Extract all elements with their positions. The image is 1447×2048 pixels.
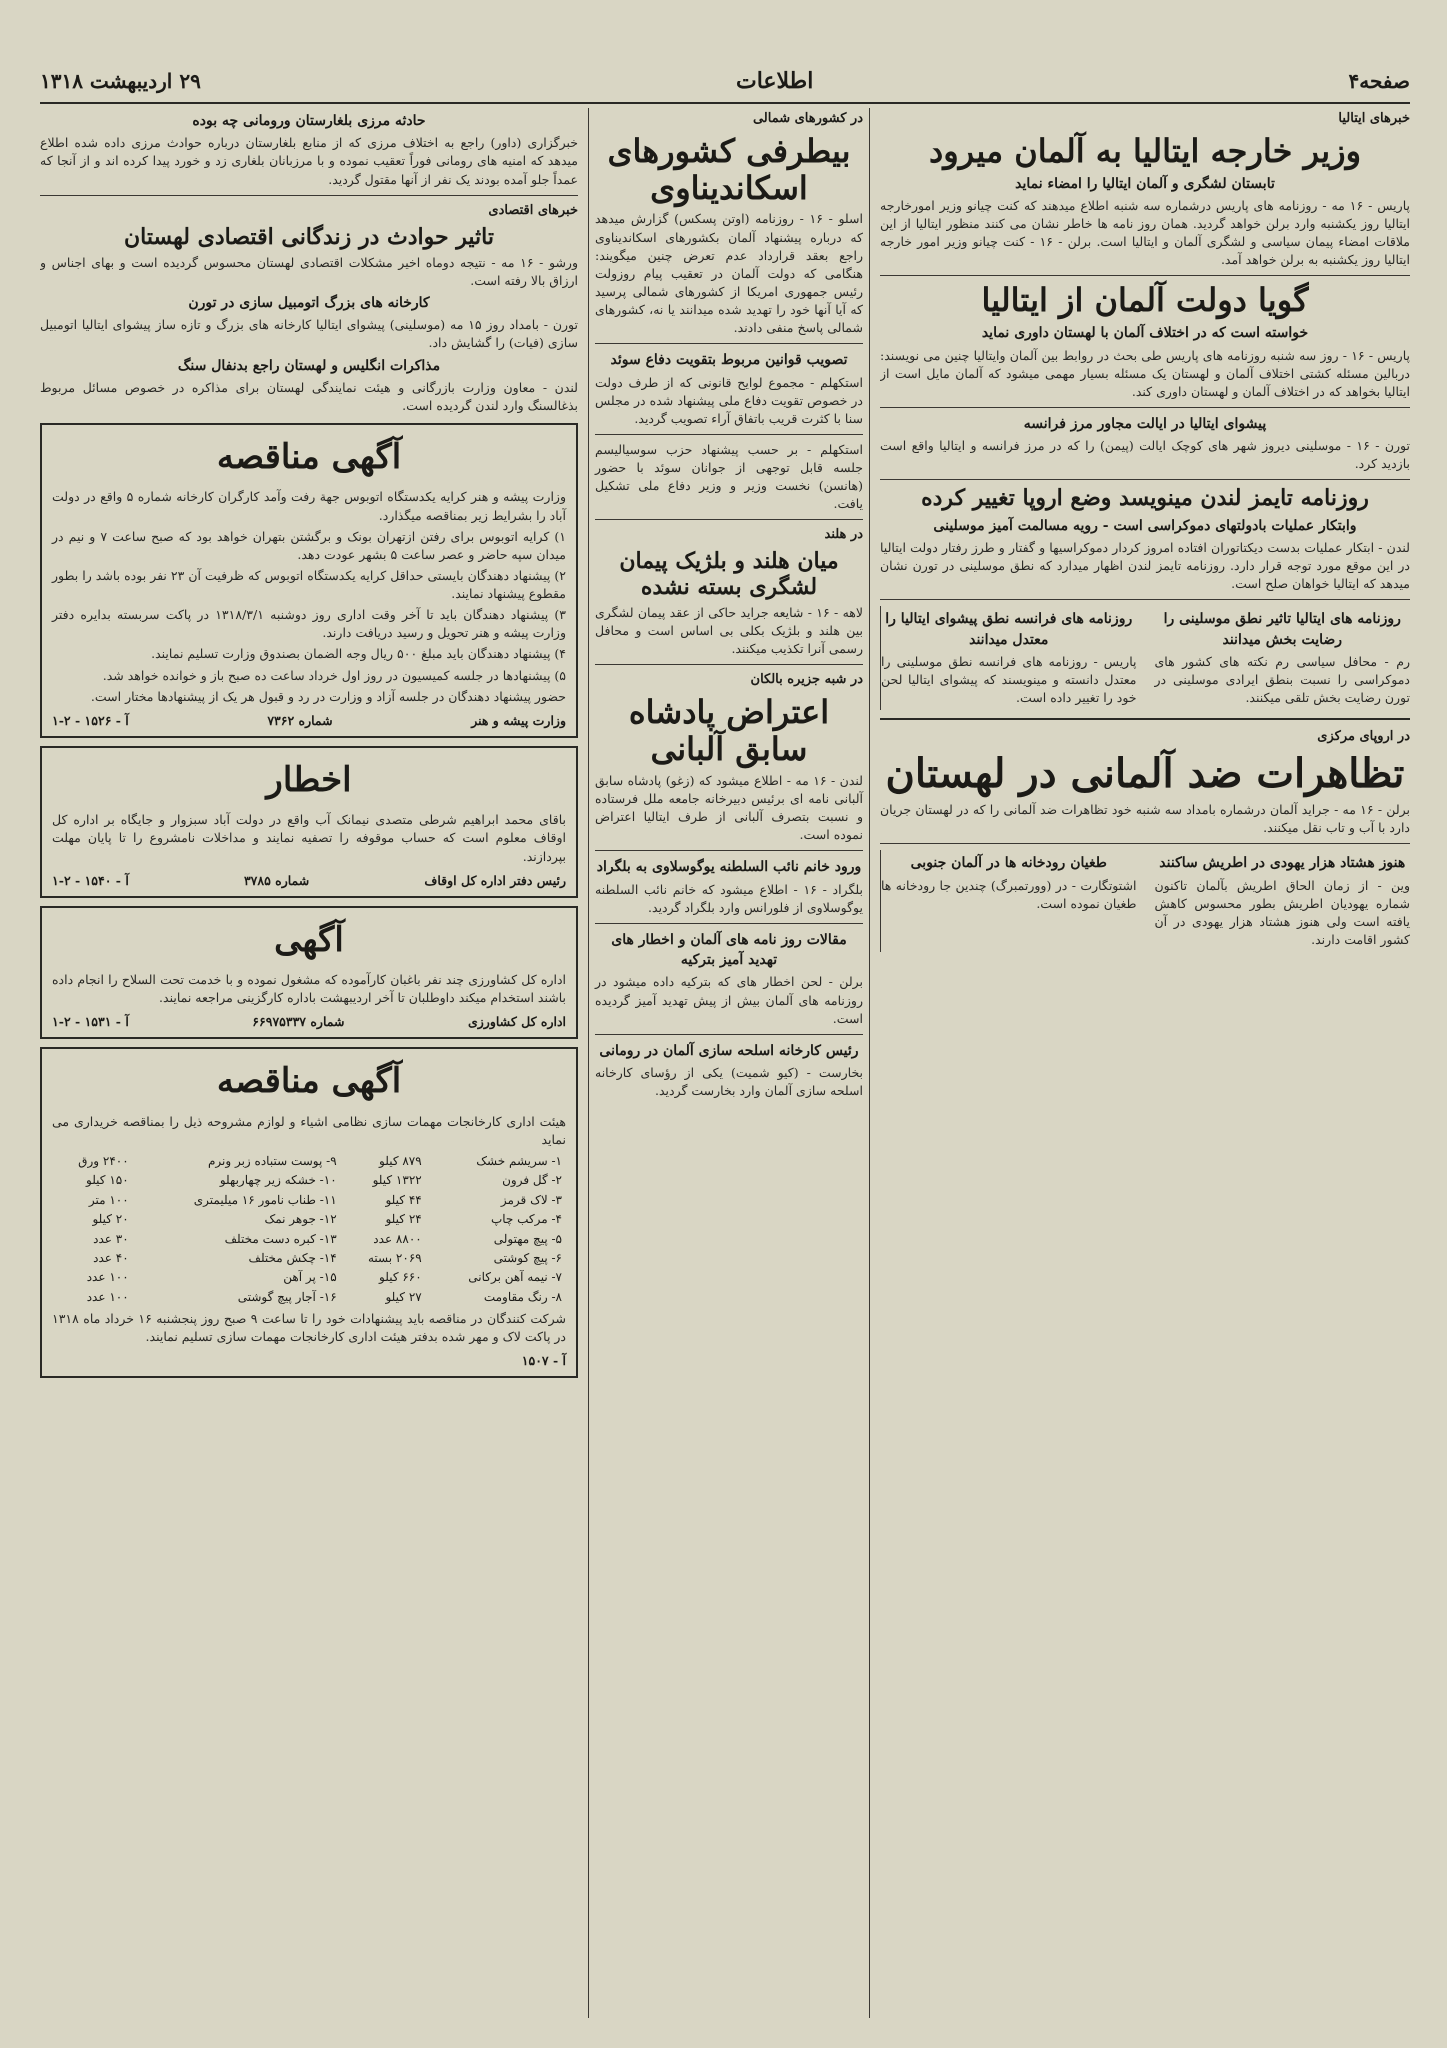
- table-cell: ۱۰۰ متر: [88, 1192, 129, 1207]
- ad-item: ۳) پیشنهاد دهندگان باید تا آخر وقت اداری روز دوشنبه ۱۳۱۸/۳/۱ در پاکت سربسته بدایره دفتر وزارت پیشه و هنر تحویل و رسید دریافت دارند.: [52, 607, 566, 641]
- article-title: روزنامه های ایتالیا تاثیر نطق موسلینی را رضایت بخش میدانند: [1163, 611, 1401, 648]
- headline: گویا دولت آلمان از ایتالیا: [981, 281, 1309, 320]
- table-cell: ۲۰۶۹ بسته: [368, 1250, 422, 1265]
- article-body: ورشو - ۱۶ مه - نتیجه دوماه اخیر مشکلات اقتصادی لهستان محسوس گردیده است و بهای اجناس و ارزاق بالا رفته است.: [40, 254, 578, 288]
- table-cell: ۴۴ کیلو: [385, 1192, 422, 1207]
- ad-intro: وزارت پیشه و هنر کرایه یکدستگاه اتوبوس جهة رفت وآمد کارگران کارخانه شماره ۵ واقع در دولت آباد را بشرایط زیر بمناقصه میگذارد.: [52, 489, 566, 523]
- table-cell: ۱۵- پر آهن: [283, 1270, 337, 1285]
- headline: بیطرفی کشورهای اسکاندیناوی: [607, 131, 851, 207]
- ad-number: شماره ۷۳۶۲: [267, 712, 333, 728]
- table-row: [52, 1288, 566, 1307]
- ad-signature: وزارت پیشه و هنر: [471, 712, 566, 728]
- ad-item: ۱) کرایه اتوبوس برای رفتن ازتهران بونک و برگشتن بتهران خواهد بود که صبح ساعت ۷ و نیم در میدان سپه حاضر و عصر ساعت ۵ بشهر عودت دهد.: [52, 528, 567, 562]
- ad-code: آ - ۱۵۴۰ - ۲-۱: [52, 872, 129, 888]
- ad-body: شرکت کنندگان در مناقصه باید پیشنهادات خود را تا ساعت ۹ صبح روز پنجشنبه ۱۶ خرداد ماه ۱۳۱۸ در پاکت لاک و مهر شده بدفتر هیئت اداری کارخانجات مهمات سازی تسلیم نمایند.: [52, 1311, 566, 1345]
- headline: روزنامه تایمز لندن مینویسد وضع اروپا تغییر کرده: [921, 485, 1369, 512]
- table-cell: ۸۷۹ کیلو: [379, 1153, 422, 1168]
- table-cell: ۱۲- جوهر نمک: [264, 1212, 337, 1227]
- table-cell: ۲۷ کیلو: [385, 1289, 422, 1304]
- article-body: رم - محافل سیاسی رم نکته های کشور های دموکراسی را نسبت بنطق ایرادی موسلینی در تورن رضایت بخش تلقی میکنند.: [1154, 654, 1410, 706]
- table-cell: ۹- پوست ستباده زبر ونرم: [207, 1153, 337, 1168]
- article-title: هنوز هشتاد هزار یهودی در اطریش ساکنند: [1159, 855, 1406, 872]
- article-title: رئیس کارخانه اسلحه سازی آلمان در رومانی: [599, 1042, 859, 1059]
- article-body: لندن - ۱۶ مه - اطلاع میشود که (زغو) پادشاه سابق آلبانی نامه ای برئیس دبیرخانه جامعه ملل فرستاده و نسبت بتصرف آلبانی از طرف ایتالیا اعتراض نموده است.: [595, 772, 863, 843]
- section-label: در هلند: [824, 527, 863, 543]
- table-cell: ۱۶- آجار پیچ گوشتی: [237, 1289, 337, 1304]
- divider: [595, 923, 863, 924]
- divider: [880, 275, 1410, 276]
- article-body: اشتوتگارت - در (وورتمبرگ) چندین جا رودخانه ها طغیان نموده است.: [881, 877, 1137, 911]
- table-cell: ۱۳۲۲ کیلو: [372, 1173, 422, 1188]
- section-label: در کشورهای شمالی: [752, 111, 863, 126]
- table-cell: ۲۴ کیلو: [385, 1212, 422, 1227]
- procurement-ad: [40, 1047, 578, 1378]
- article-body: لاهه - ۱۶ - شایعه جراید حاکی از عقد پیمان لشگری بین هلند و بلژیک بکلی بی اساس است و محافل رسمی آنرا تکذیب میکنند.: [595, 604, 863, 657]
- masthead: [40, 60, 1410, 104]
- article-body: بلگراد - ۱۶ - اطلاع میشود که خانم نائب السلطنه یوگوسلاوی از فلورانس وارد بلگراد گردید.: [595, 881, 863, 915]
- table-cell: ۲- گل فرون: [502, 1173, 562, 1188]
- ad-heading: اخطار: [266, 759, 352, 800]
- ad-footer: [52, 712, 566, 730]
- article-title: ورود خانم نائب السلطنه یوگوسلاوی به بلگراد: [596, 859, 862, 876]
- ad-heading: آگهی مناقصه: [216, 437, 402, 478]
- table-cell: ۳- لاک قرمز: [500, 1192, 562, 1207]
- table-cell: ۴۰ عدد: [93, 1250, 129, 1265]
- article-title: مقالات روز نامه های آلمان و اخطار های تهدید آمیز بترکیه: [611, 931, 847, 969]
- subheadline: تابستان لشگری و آلمان ایتالیا را امضاء نماید: [1015, 175, 1275, 192]
- ad-code: آ - ۱۵۲۶ - ۲-۱: [52, 712, 129, 728]
- table-cell: ۳۰ عدد: [93, 1231, 129, 1246]
- headline: تاثیر حوادث در زندگانی اقتصادی لهستان: [124, 223, 494, 250]
- issue-date: ۲۹ اردیبهشت ۱۳۱۸: [40, 69, 201, 93]
- ad-heading: آگهی مناقصه: [216, 1061, 402, 1102]
- table-cell: ۱- سریشم خشک: [476, 1153, 562, 1168]
- article-body: برلن - لحن اخطار های که بترکیه داده میشود در روزنامه های آلمان بیش از پیش تهدید آمیز گردیده است.: [595, 974, 863, 1026]
- items-table: [52, 1152, 566, 1307]
- ad-intro: هیئت اداری کارخانجات مهمات سازی نظامی اشیاء و لوازم مشروحه ذیل را بمناقصه خریداری می نماید: [52, 1113, 566, 1147]
- subheadline: خواسته است که در اختلاف آلمان با لهستان داوری نماید: [981, 325, 1309, 342]
- table-cell: ۸- رنگ مقاومت: [483, 1289, 562, 1304]
- notice-ad: [40, 906, 578, 1040]
- table-cell: ۱۱- طناب نامور ۱۶ میلیمتری: [193, 1192, 337, 1207]
- table-row: [52, 1171, 566, 1190]
- table-cell: ۴- مرکب چاپ: [490, 1212, 562, 1227]
- table-cell: ۱۰۰ عدد: [86, 1289, 129, 1304]
- ad-heading: آگهی: [274, 919, 344, 960]
- two-column-block: [880, 850, 1410, 952]
- section-label: در اروپای مرکزی: [1317, 729, 1410, 745]
- table-cell: ۱۰- خشکه زیر چهاربهلو: [219, 1173, 337, 1188]
- subheadline: وابتکار عملیات بادولتهای دموکراسی است - رویه مسالمت آمیز موسلینی: [933, 517, 1357, 534]
- article-body: بخارست - (کیو شمیت) یکی از رؤسای کارخانه اسلحه سازی آلمان وارد بخارست گردید.: [595, 1065, 863, 1099]
- warning-ad: [40, 746, 578, 898]
- table-cell: ۶- پیچ کوشتی: [493, 1250, 562, 1265]
- article-body: پاریس - ۱۶ - روز سه شنبه روزنامه های پاریس طی بحث در روابط بین آلمان وایتالیا چنین می نویسند: دربالین مسئله کشتی اختلاف آلمان و لهستان یک مسئله بسیار مهمی میشود که آلمان مایل است از ایتالیا بخواهد که در اختلاف آلمان و لهستان داوری کند.: [880, 347, 1410, 399]
- table-cell: ۱۴- چکش مختلف: [248, 1250, 337, 1265]
- left-column: [40, 108, 578, 2018]
- article-title: حادثه مرزی بلغارستان ورومانی چه بوده: [192, 113, 426, 129]
- table-cell: ۷- نیمه آهن برکانی: [468, 1270, 562, 1285]
- section-label: خبرهای اقتصادی: [488, 202, 578, 218]
- article-body: لندن - معاون وزارت بازرگانی و هیئت نمایندگی لهستان برای مذاکره در خصوص مسائل مربوط بذغالسنگ وارد لندن گردیده است.: [40, 379, 578, 414]
- table-row: [52, 1230, 566, 1249]
- article-body: پاریس - ۱۶ مه - روزنامه های پاریس درشماره سه شنبه اطلاع میدهند که کنت چیانو وزیر امورخارجه ایتالیا روز یکشنبه وارد برلن خواهد گردید. همان روز نامه ها خاطر نشان می کنند منظور ایتالیا از این ملاقات امضاء پیمان سیاسی و لشگری آلمان و ایتالیا است. برلن - ۱۶ - کنت چیانو وزیر امور خارجه ایتالیا روز یکشنبه به برلن خواهد آمد.: [880, 197, 1410, 268]
- table-row: [52, 1268, 566, 1287]
- article-title: مذاکرات انگلیس و لهستان راجع بدنفال سنگ: [177, 357, 441, 374]
- divider: [595, 343, 863, 344]
- article-body: لندن - ابتکار عملیات بدست دیکتاتوران افتاده امروز کردار دموکراسیها و گفتار و طرز رفتار دولت ایتالیا در این موقع مورد توجه قرار دارد. روزنامه تایمز لندن اظهار میدارد که نطق موسلینی در تورن نشان میدهد که ایتالیا خواهان صلح است.: [880, 540, 1410, 592]
- ad-code: آ - ۱۵۳۱ - ۲-۱: [52, 1014, 129, 1030]
- ad-body: اداره کل کشاورزی چند نفر باغبان کارآموده که مشغول نموده و با خدمت تحت السلاح را انجام داده باشند استخدام میکند داوطلبان تا آخر اردیبهشت باداره کارگزینی مراجعه نمایند.: [52, 972, 566, 1006]
- ad-footer: [52, 1352, 566, 1370]
- page-label: صفحه۴: [1348, 69, 1410, 93]
- article-body: خبرگزاری (داور) راجع به اختلاف مرزی که از منابع بلغارستان درباره حوادث مرزی داده شده اطلاع میدهد که امنیه های رومانی فوراً تعقیب نموده و با مرزبانان بلغاری زد و خورد پیدا کرده اند و از آنجا که عمداً جلو آمده بودند یک نفر از آنها مقتول گردید.: [40, 135, 578, 187]
- article-body: استکهلم - بر حسب پیشنهاد حزب سوسیالیسم جلسه قابل توجهی از جوانان سوئد با حضور (هانسن) نخست وزیر و وزیر دفاع ملی تشکیل یافت.: [595, 441, 863, 512]
- divider: [595, 1034, 863, 1035]
- article-title: پیشوای ایتالیا در ایالت مجاور مرز فرانسه: [1023, 415, 1267, 432]
- ad-number: شماره ۳۷۸۵: [243, 872, 310, 888]
- divider: [595, 850, 863, 851]
- table-row: [52, 1249, 566, 1268]
- middle-column: [588, 108, 870, 2018]
- table-cell: ۲۴۰۰ ورق: [78, 1153, 129, 1168]
- headline: میان هلند و بلژیک پیمان لشگری بسته نشده: [619, 548, 839, 600]
- article-body: استکهلم - مجموع لوایح قانونی که از طرف دولت در خصوص تقویت دفاع ملی پیشنهاد شده در مجلس سنا با کثرت قریب باتفاق آراء تصویب گردید.: [595, 374, 863, 426]
- ad-item: ۴) پیشنهاد دهندگان باید مبلغ ۵۰۰ ریال وجه الضمان بصندوق وزارت تسلیم نمایند.: [151, 646, 566, 662]
- table-cell: ۱۵۰ کیلو: [86, 1173, 129, 1188]
- table-row: [52, 1210, 566, 1229]
- ad-item: ۵) پیشنهادها در جلسه کمیسیون در روز اول خرداد ساعت ده صبح باز و خوانده خواهد شد.: [102, 667, 566, 683]
- article-title: طغیان رودخانه ها در آلمان جنوبی: [910, 855, 1107, 872]
- divider: [595, 664, 863, 665]
- article-body: برلن - ۱۶ مه - جراید آلمان درشماره بامداد سه شنبه خود تظاهرات ضد آلمانی را که در لهستان جریان دارد با آب و تاب نقل میکنند.: [880, 802, 1410, 836]
- table-cell: ۵- پیچ مهتولی: [493, 1231, 562, 1246]
- divider: [40, 195, 578, 196]
- article-body: تورن - ۱۶ - موسلینی دیروز شهر های کوچک ایالت (پیمن) را که در مرز فرانسه و ایتالیا واقع است بازدید کرد.: [880, 438, 1410, 472]
- right-column: [880, 108, 1410, 2018]
- ad-footer: [52, 1013, 566, 1031]
- article-title: کارخانه های بزرگ اتومبیل سازی در تورن: [188, 295, 430, 312]
- article-body: پاریس - روزنامه های فرانسه نطق موسلینی را معتدل دانسته و مینویسند که پیشوای ایتالیا لحن خود را تغییر داده است.: [881, 654, 1137, 706]
- table-cell: ۱۰۰ عدد: [86, 1270, 129, 1285]
- article-body: تورن - بامداد روز ۱۵ مه (موسلینی) پیشوای ایتالیا کارخانه های بزرگ و تازه ساز پیشوای ایتالیا اتومبیل سازی (فیات) را گشایش داد.: [40, 317, 578, 351]
- divider: [880, 599, 1410, 600]
- divider: [595, 519, 863, 520]
- ad-item: ۲) پیشنهاد دهندگان بایستی حداقل کرایه یکدستگاه اتوبوس که ظرفیت آن ۲۳ نفر بوده باشد را بطور مقطوع پیشنهاد نمایند.: [52, 567, 566, 602]
- divider: [595, 434, 863, 435]
- article-body: وین - از زمان الحاق اطریش بآلمان تاکنون شماره یهودیان اطریش بطور محسوس کاهش یافته است ولی هنوز هشتاد هزار یهودی در آن کشور اقامت دارند.: [1154, 877, 1410, 948]
- table-cell: ۶۶۰ کیلو: [379, 1270, 422, 1285]
- article-body: اسلو - ۱۶ - روزنامه (اوتن پسکس) گزارش میدهد که درباره پیشنهاد آلمان بکشورهای اسکاندیناوی راجع بعقد قرارداد عدم تعرض چنین میگویند: هنگامی که دولت آلمان در تعقیب پیام روزولت رئیس جمهوری امریکا از کشورهای شمالی پرسید که آیا آنها خود را تهدید شده میدانند یا نه، کشورهای شمالی پاسخ منفی دادند.: [595, 211, 863, 336]
- table-row: [52, 1191, 566, 1210]
- headline: تظاهرات ضد آلمانی در لهستان: [885, 750, 1405, 798]
- ad-signature: رئیس دفتر اداره کل اوقاف: [424, 872, 566, 888]
- divider: [880, 843, 1410, 844]
- table-row: [52, 1152, 566, 1171]
- ad-number: شماره ۶۶۹۷۵۳۳۷: [252, 1014, 345, 1030]
- table-cell: ۱۳- کبره دست مختلف: [224, 1231, 337, 1246]
- section-label: در شبه جزیره بالکان: [750, 672, 863, 688]
- ad-signature: اداره کل کشاورزی: [467, 1014, 566, 1030]
- ad-closing: حضور پیشنهاد دهندگان در جلسه آزاد و وزارت در رد و قبول هر یک از پیشنهادها مختار است.: [90, 688, 566, 704]
- ad-body: باقای محمد ابراهیم شرطی متصدی نیمانک آب واقع در دولت آباد سبزوار و جایگاه بر اداره کل اوقاف معلوم است که حساب موقوفه را تصفیه نمایند و مداخلات نامشروع را تا پایان مهلت بپردازند.: [52, 812, 566, 864]
- divider: [880, 479, 1410, 480]
- headline: وزیر خارجه ایتالیا به آلمان میرود: [928, 131, 1362, 170]
- divider: [880, 407, 1410, 408]
- article-title: تصویب قوانین مربوط بتقویت دفاع سوئد: [610, 352, 848, 369]
- section-label: خبرهای ایتالیا: [1338, 111, 1410, 126]
- table-cell: ۲۰ کیلو: [92, 1212, 129, 1227]
- ad-footer: [52, 872, 566, 890]
- article-title: روزنامه های فرانسه نطق پیشوای ایتالیا را معتدل میدانند: [885, 611, 1133, 648]
- headline: اعتراض پادشاه سابق آلبانی: [628, 693, 830, 768]
- paper-name: اطلاعات: [736, 68, 814, 94]
- two-column-block: [880, 606, 1410, 710]
- tender-ad: [40, 423, 578, 738]
- table-cell: ۸۸۰۰ عدد: [373, 1231, 422, 1246]
- divider: [880, 718, 1410, 720]
- ad-code: آ - ۱۵۰۷: [521, 1353, 566, 1369]
